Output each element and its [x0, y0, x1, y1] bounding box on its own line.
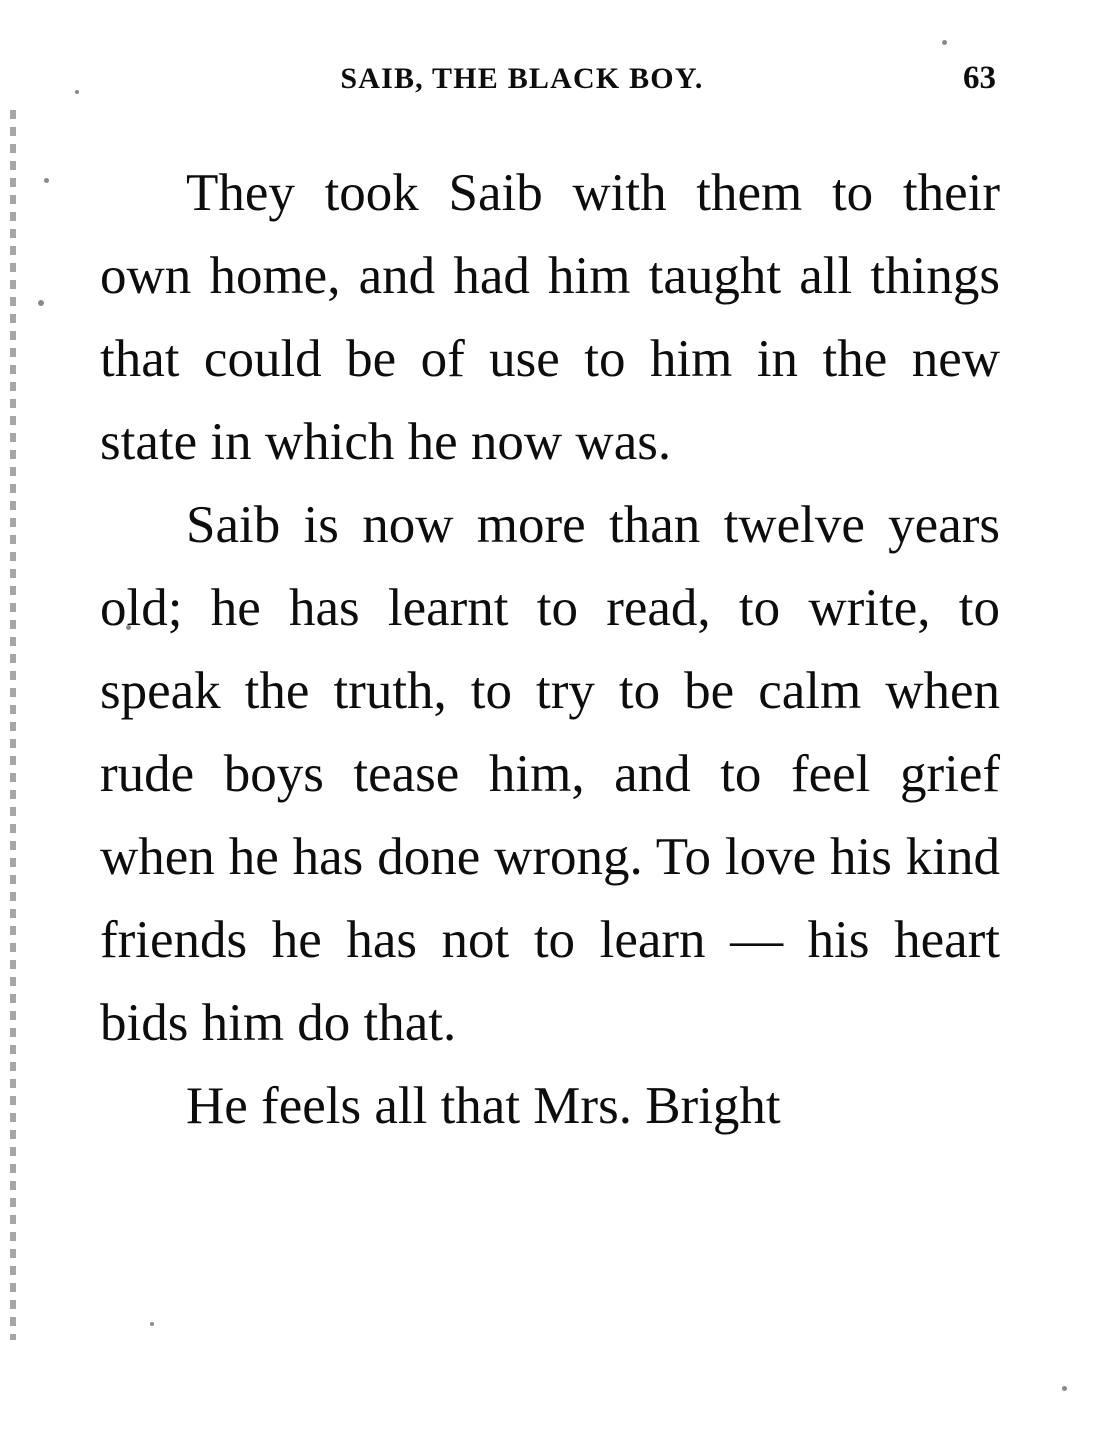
- paragraph: He feels all that Mrs. Bright: [186, 1077, 781, 1135]
- page-gutter-edge: [10, 110, 16, 1340]
- paragraph: They took Saib with them to their own home, and had him taught all things that could be of use to him in the new state in which he now was.: [100, 164, 1000, 471]
- scan-speck: [150, 1322, 154, 1326]
- running-head: [0, 62, 1104, 108]
- running-head-title: SAIB, THE BLACK BOY.: [340, 62, 704, 95]
- scan-speck: [38, 300, 44, 306]
- scan-speck: [942, 40, 947, 45]
- scan-speck: [1062, 1386, 1067, 1391]
- paragraph: Saib is now more than twelve years old; he has learnt to read, to write, to speak the truth, to try to be calm when rude boys tease him, and to feel grief when he has done wrong. To love his kind friends he has not to learn — his heart bids him do that.: [100, 496, 1000, 1052]
- page-number: 63: [963, 60, 996, 96]
- scan-speck: [44, 178, 49, 183]
- body-text: [100, 152, 1000, 1148]
